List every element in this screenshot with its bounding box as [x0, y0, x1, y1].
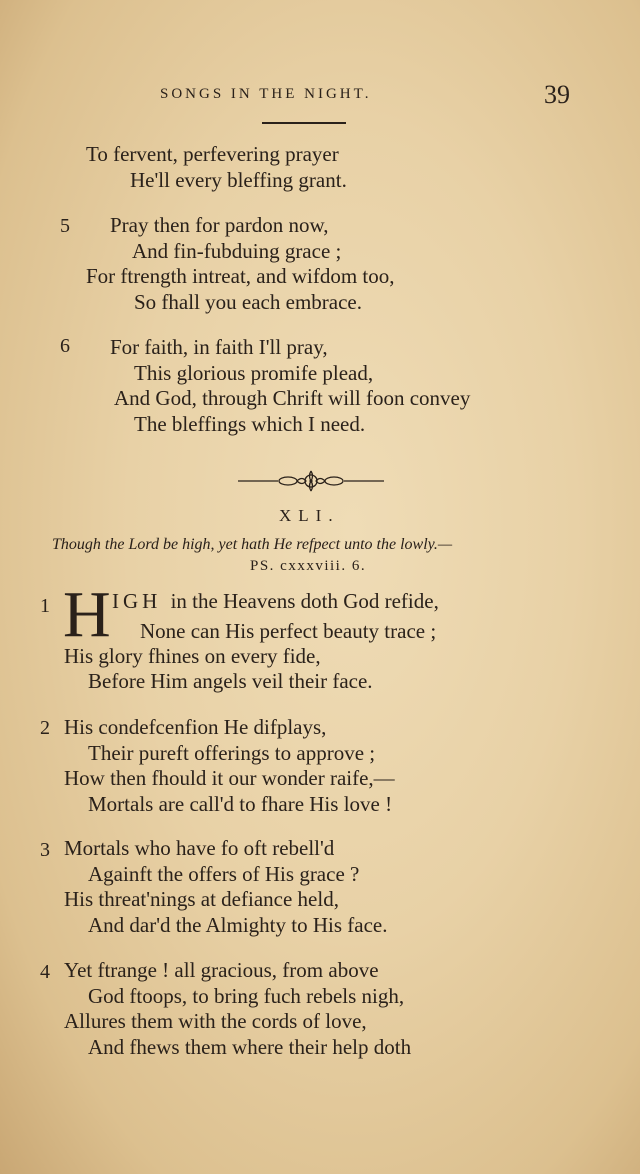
verse-line: Before Him angels veil their face.	[88, 669, 373, 693]
first-line-capitals: IGH	[112, 589, 162, 613]
drop-cap: H	[63, 578, 111, 651]
header-rule	[262, 122, 346, 124]
stanza-number: 5	[60, 215, 70, 237]
hymn-number: XLI.	[279, 506, 340, 525]
verse-line: So fhall you each embrace.	[134, 290, 362, 314]
verse-line: Pray then for pardon now,	[110, 213, 329, 237]
verse-line: Allures them with the cords of love,	[64, 1009, 367, 1033]
hymn-epigraph: Though the Lord be high, yet hath He refpect unto the lowly.—	[52, 536, 453, 553]
verse-line: Mortals who have fo oft rebell'd	[64, 836, 335, 860]
verse-line: God ftoops, to bring fuch rebels nigh,	[88, 984, 405, 1008]
verse-line: None can His perfect beauty trace ;	[140, 619, 437, 643]
stanza-number: 3	[40, 839, 50, 861]
first-line	[112, 589, 439, 614]
stanza-number: 1	[40, 595, 50, 617]
verse-line: How then fhould it our wonder raife,—	[64, 766, 395, 790]
verse-line: His threat'nings at defiance held,	[64, 887, 339, 911]
ornament-divider	[236, 468, 386, 494]
first-line-text: in the Heavens doth God refide,	[170, 589, 439, 613]
verse-line: Yet ftrange ! all gracious, from above	[64, 958, 379, 982]
verse-line: And fin-fubduing grace ;	[132, 239, 342, 263]
verse-line: Mortals are call'd to fhare His love !	[88, 792, 393, 816]
stanza-number: 6	[60, 335, 70, 357]
verse-line: And God, through Chrift will foon convey	[114, 386, 471, 410]
verse-line: And fhews them where their help doth	[88, 1035, 412, 1059]
verse-line: Their pureft offerings to approve ;	[88, 741, 376, 765]
verse-line: To fervent, perfevering prayer	[86, 142, 339, 166]
verse-line: Againft the offers of His grace ?	[88, 862, 360, 886]
running-head: SONGS IN THE NIGHT.	[160, 86, 372, 102]
verse-line: For ftrength intreat, and wifdom too,	[86, 264, 395, 288]
verse-line: This glorious promife plead,	[134, 361, 374, 385]
verse-line: His glory fhines on every fide,	[64, 644, 321, 668]
verse-line: For faith, in faith I'll pray,	[110, 335, 328, 359]
verse-line: And dar'd the Almighty to His face.	[88, 913, 388, 937]
verse-line: The bleffings which I need.	[134, 412, 366, 436]
stanza-number: 4	[40, 961, 50, 983]
verse-line: He'll every bleffing grant.	[130, 168, 347, 192]
verse-line: His condefcenfion He difplays,	[64, 715, 327, 739]
page-number: 39	[544, 80, 570, 109]
scripture-reference: PS. cxxxviii. 6.	[250, 558, 367, 574]
stanza-number: 2	[40, 717, 50, 739]
